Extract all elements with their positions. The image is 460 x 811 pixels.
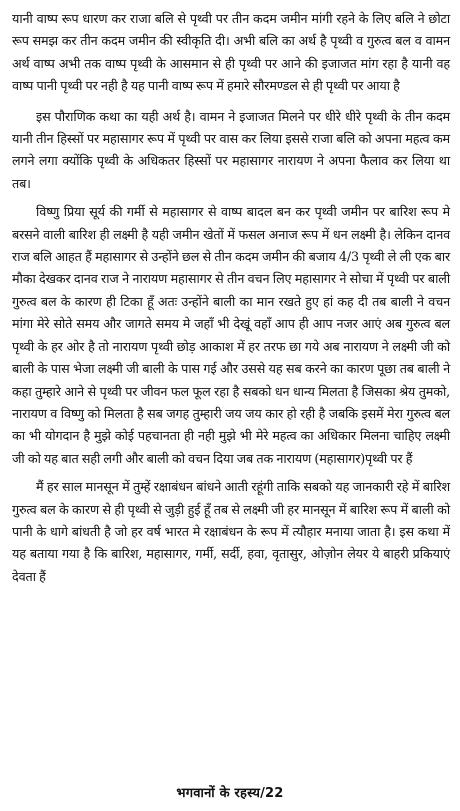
document-page — [12, 8, 450, 798]
paragraph-2: इस पौराणिक कथा का यही अर्थ है। वामन ने इजाजत मिलने पर धीरे धीरे पृथ्वी के तीन कदम यानी तीन हिस्सों पर महासागर रूप में पृथ्वी पर वास कर लिया इससे राजा बलि को अपना महत्व कम लगने लगा क्योंकि पृथ्वी के अधिकतर हिस्सों पर महासागर नारायण ने अपना फैलाव कर लिया था तब। — [12, 108, 450, 191]
paragraph-4: मैं हर साल मानसून में तुम्हें रक्षाबंधन बांधने आती रहूंगी ताकि सबको यह जानकारी रहे में बारिश गुरुत्व बल के कारण से ही पृथ्वी से जुड़ी हुई हूँ तब से लक्ष्मी जी हर मानसून में बारिश रूप में बाली को पानी के धागे बांधती है जो हर वर्ष भारत मे रक्षाबंधन के रूप में त्यौहार मनाया जाता है। इस कथा में यह बताया गया है कि बारिश, महासागर, गर्मी, सर्दी, हवा, वृतासुर, ओज़ोन लेयर ये बाहरी प्रकियाएं देवता हैं — [12, 479, 450, 584]
paragraph-1: यानी वाष्प रूप धारण कर राजा बलि से पृथ्वी पर तीन कदम जमीन मांगी रहने के लिए बलि ने छोटा रूप समझ कर तीन कदम जमीन की स्वीकृति दी। अभी बलि का अर्थ है पृथ्वी व गुरुत्व बल व वामन अर्थ वाष्प अभी तक वाष्प पृथ्वी के आसमान से ही पृथ्वी पर आने की इजाजत मांग रहा है यानी वह वाष्प पानी पृथ्वी पर नही है यह पानी वाष्प रूप में हमारे सौरमण्डल से ही पृथ्वी पर आया है — [12, 11, 450, 94]
page-footer: भगवानों के रहस्य/22 — [176, 786, 284, 801]
paragraph-3: विष्णु प्रिया सूर्य की गर्मी से महासागर से वाष्प बादल बन कर पृथ्वी जमीन पर बारिश रूप मे बरसने वाली बारिश ही लक्ष्मी है यही जमीन खेतों में फसल अनाज रूप में धन लक्ष्मी है। लेकिन दानव राज बलि आहत हैं महासागर से उन्होंने छल से तीन कदम जमीन की बजाय 4/3 पृथ्वी ले ली एक बार मौका देखकर दानव राज ने नारायण महासागर से तीन वचन लिए महासागर ने सोचा में पृथ्वी पर बाली गुरुत्व बल के कारण ही टिका हूँ अतः उन्होंने बाली का मान रखते हुए हां कह दी तब बाली ने वचन मांगा मेरे सोते समय और जागते समय मे जहाँ भी देखूं वहाँ आप ही आप नजर आएं अब गुरुत्व बल पृथ्वी के हर ओर है तो नारायण पृथ्वी छोड़ आकाश में हर तरफ छा गये अब नारायण ने लक्ष्मी जी को बाली के पास भेजा लक्ष्मी जी बाली के पास गई और उससे यह सब करने का कारण पूछा तब बाली ने कहा तुम्हारे आने से पृथ्वी पर जीवन फल फूल रहा है सबको धन धान्य मिलता है जिसका श्रेय तुमको, नारायण व विष्णु को मिलता है सब जगह तुम्हारी जय जय कार हो रही है जबकि इसमें मेरा गुरुत्व बल का भी योगदान है मुझे कोई पहचानता ही नही मुझे भी मेरे महत्व का अधिकार मिलना चाहिए लक्ष्मी जी को यह बात सही लगी और बाली को वचन दिया जब तक नारायण (महासागर)पृथ्वी पर हैं — [12, 204, 450, 466]
